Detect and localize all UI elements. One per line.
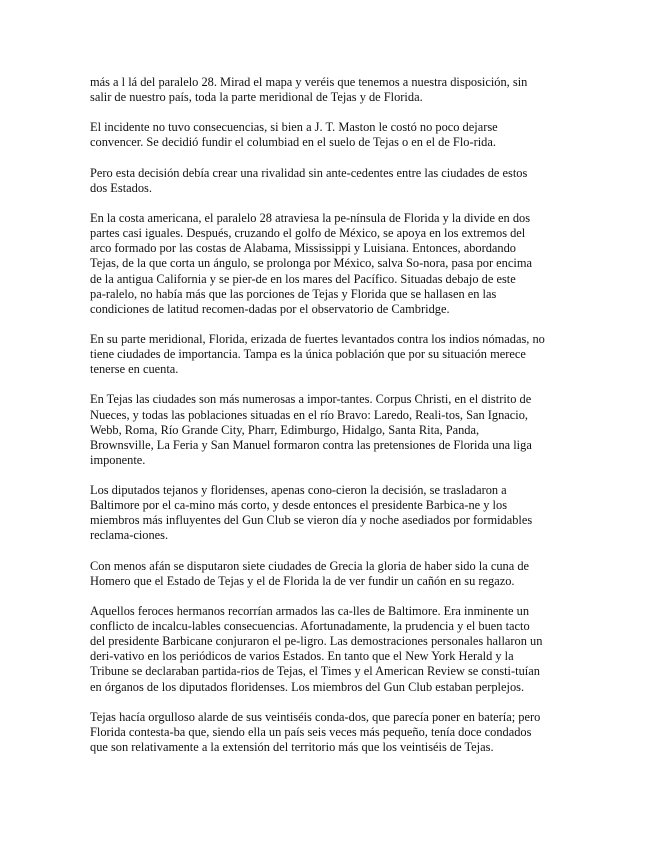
text-line: Nueces, y todas las poblaciones situadas en el río Bravo: Laredo, Reali-tos, San Ignacio, — [90, 407, 529, 422]
text-line: tiene ciudades de importancia. Tampa es la única población que por su situación merece — [90, 347, 526, 362]
text-line: en órganos de los diputados floridenses. Los miembros del Gun Club estaban perplejos. — [90, 679, 525, 694]
text-line: Homero que el Estado de Tejas y el de Florida la de ver fundir un cañón en su regazo. — [90, 573, 515, 588]
text-line: salir de nuestro país, toda la parte meridional de Tejas y de Florida. — [90, 90, 423, 105]
paragraph-7 — [90, 483, 580, 543]
text-line: convencer. Se decidió fundir el columbiad en el suelo de Tejas o en el de Flo-rida. — [90, 135, 496, 150]
paragraph-6 — [90, 392, 580, 467]
text-line: Tribune se declaraban partida-rios de Tejas, el Times y el American Review se consti-tuían — [90, 664, 540, 679]
text-line: En su parte meridional, Florida, erizada de fuertes levantados contra los indios nómadas, no — [90, 331, 545, 346]
text-line: Tejas hacía orgulloso alarde de sus veintiséis conda-dos, que parecía poner en batería; pero — [90, 709, 541, 724]
text-line: más a l lá del paralelo 28. Mirad el mapa y veréis que tenemos a nuestra disposición, sin — [90, 75, 528, 89]
text-line: tenerse en cuenta. — [90, 362, 179, 377]
text-line: Con menos afán se disputaron siete ciudades de Grecia la gloria de haber sido la cuna de — [90, 558, 530, 573]
paragraph-8 — [90, 559, 580, 589]
paragraph-1 — [90, 75, 580, 105]
paragraph-10 — [90, 710, 580, 755]
text-line: Florida contesta-ba que, siendo ella un país seis veces más pequeño, tenía doce condados — [90, 724, 532, 739]
text-line: reclama-ciones. — [90, 528, 169, 543]
text-line: El incidente no tuvo consecuencias, si bien a J. T. Maston le costó no poco dejarse — [90, 120, 498, 135]
text-line: Los diputados tejanos y floridenses, apenas cono-cieron la decisión, se trasladaron a — [90, 483, 507, 498]
paragraph-2 — [90, 120, 580, 150]
text-line: En Tejas las ciudades son más numerosas a impor-tantes. Corpus Christi, en el distrito de — [90, 392, 532, 407]
text-line: del presidente Barbicane conjuraron el pe-ligro. Las demostraciones personales hallaron un — [90, 634, 543, 649]
text-line: deri-vativo en los periódicos de varios Estados. En tanto que el New York Herald y la — [90, 649, 514, 664]
text-line: Aquellos feroces hermanos recorrían armados las ca-lles de Baltimore. Era inminente un — [90, 604, 530, 619]
document-body — [90, 75, 580, 770]
text-line: Baltimore por el ca-mino más corto, y desde entonces el presidente Barbica-ne y los — [90, 498, 508, 513]
text-line: arco formado por las costas de Alabama, Mississippi y Luisiana. Entonces, abordando — [90, 241, 517, 256]
text-line: pa-ralelo, no había más que las porciones de Tejas y Florida que se hallasen en las — [90, 286, 497, 301]
text-line: miembros más influyentes del Gun Club se vieron día y noche asediados por formidables — [90, 513, 533, 528]
paragraph-5 — [90, 332, 580, 377]
text-line: de la antigua California y se pier-de en los mares del Pacífico. Situadas debajo de este — [90, 271, 516, 286]
text-line: condiciones de latitud recomen-dadas por el observatorio de Cambridge. — [90, 301, 450, 316]
text-line: Tejas, de la que corta un ángulo, se prolonga por México, salva So-nora, pasa por encima — [90, 256, 532, 271]
text-line: dos Estados. — [90, 180, 152, 195]
text-line: que son relativamente a la extensión del territorio más que los veintiséis de Tejas. — [90, 739, 494, 754]
text-line: En la costa americana, el paralelo 28 atraviesa la pe-nínsula de Florida y la divide en dos — [90, 211, 531, 226]
text-line: imponente. — [90, 452, 146, 467]
paragraph-9 — [90, 604, 580, 695]
paragraph-3 — [90, 166, 580, 196]
text-line: conflicto de incalcu-lables consecuencias. Afortunadamente, la prudencia y el buen tacto — [90, 619, 530, 634]
text-line: partes casi iguales. Después, cruzando el golfo de México, se apoya en los extremos del — [90, 226, 526, 241]
text-line: Pero esta decisión debía crear una rivalidad sin ante-cedentes entre las ciudades de estos — [90, 165, 528, 180]
text-line: Webb, Roma, Río Grande City, Pharr, Edimburgo, Hidalgo, Santa Rita, Panda, — [90, 422, 480, 437]
text-line: Brownsville, La Feria y San Manuel formaron contra las pretensiones de Florida una liga — [90, 437, 532, 452]
paragraph-4 — [90, 211, 580, 317]
